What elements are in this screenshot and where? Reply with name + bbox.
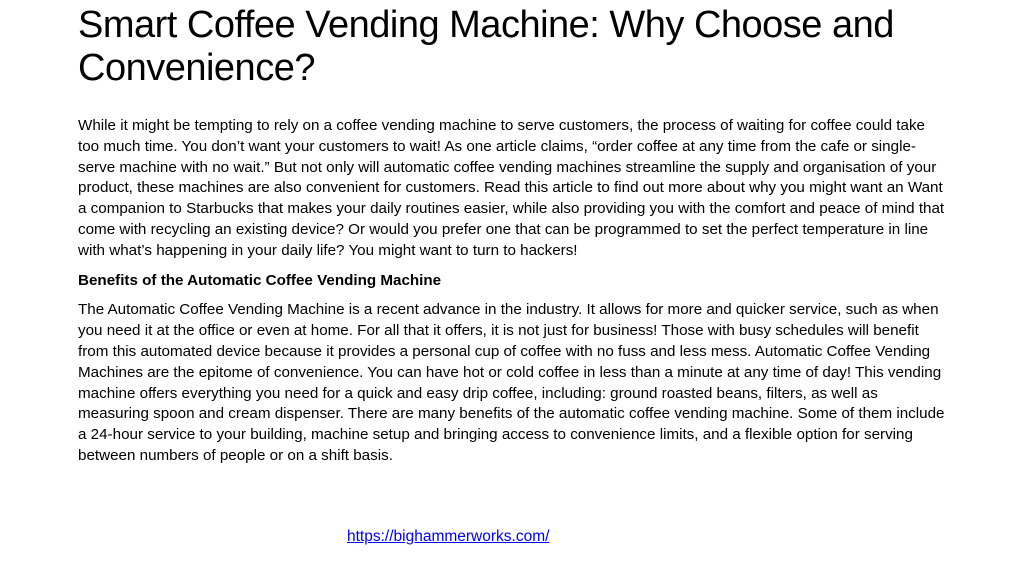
section-heading: Benefits of the Automatic Coffee Vending Machine — [78, 271, 442, 289]
article-body — [78, 116, 948, 467]
intro-paragraph: While it might be tempting to rely on a coffee vending machine to serve customers, the process of waiting for coffee could take too much time. You don’t want your customers to wait! As one article claims, “order coffee at any time from the cafe or single-serve machine with no wait.” But not only will automatic coffee vending machines streamline the supply and organisation of your product, these machines are also convenient for customers. Read this article to find out more about why you might want an Want a companion to Starbucks that makes your daily routines easier, while also providing you with the comfort and peace of mind that come with recycling an existing device? Or would you prefer one that can be programmed to set the perfect temperature in line with what’s happening in your daily life? You might want to turn to hackers! — [78, 117, 945, 259]
source-link[interactable]: https://bighammerworks.com/ — [347, 528, 550, 545]
page-title: Smart Coffee Vending Machine: Why Choose and Convenience? — [78, 4, 894, 89]
section-paragraph: The Automatic Coffee Vending Machine is a recent advance in the industry. It allows for more and quicker service, such as when you need it at the office or even at home. For all that it offers, it is not just for business! Those with busy schedules will benefit from this automated device because it provides a personal cup of coffee with no fuss and less mess. Automatic Coffee Vending Machines are the epitome of convenience. You can have hot or cold coffee in less than a minute at any time of day! This vending machine offers everything you need for a quick and easy drip coffee, including: ground roasted beans, filters, as well as measuring spoon and cream dispenser. There are many benefits of the automatic coffee vending machine. Some of them include a 24-hour service to your building, machine setup and bringing access to convenience limits, and a flexible option for serving between numbers of people or on a shift basis. — [78, 301, 945, 464]
